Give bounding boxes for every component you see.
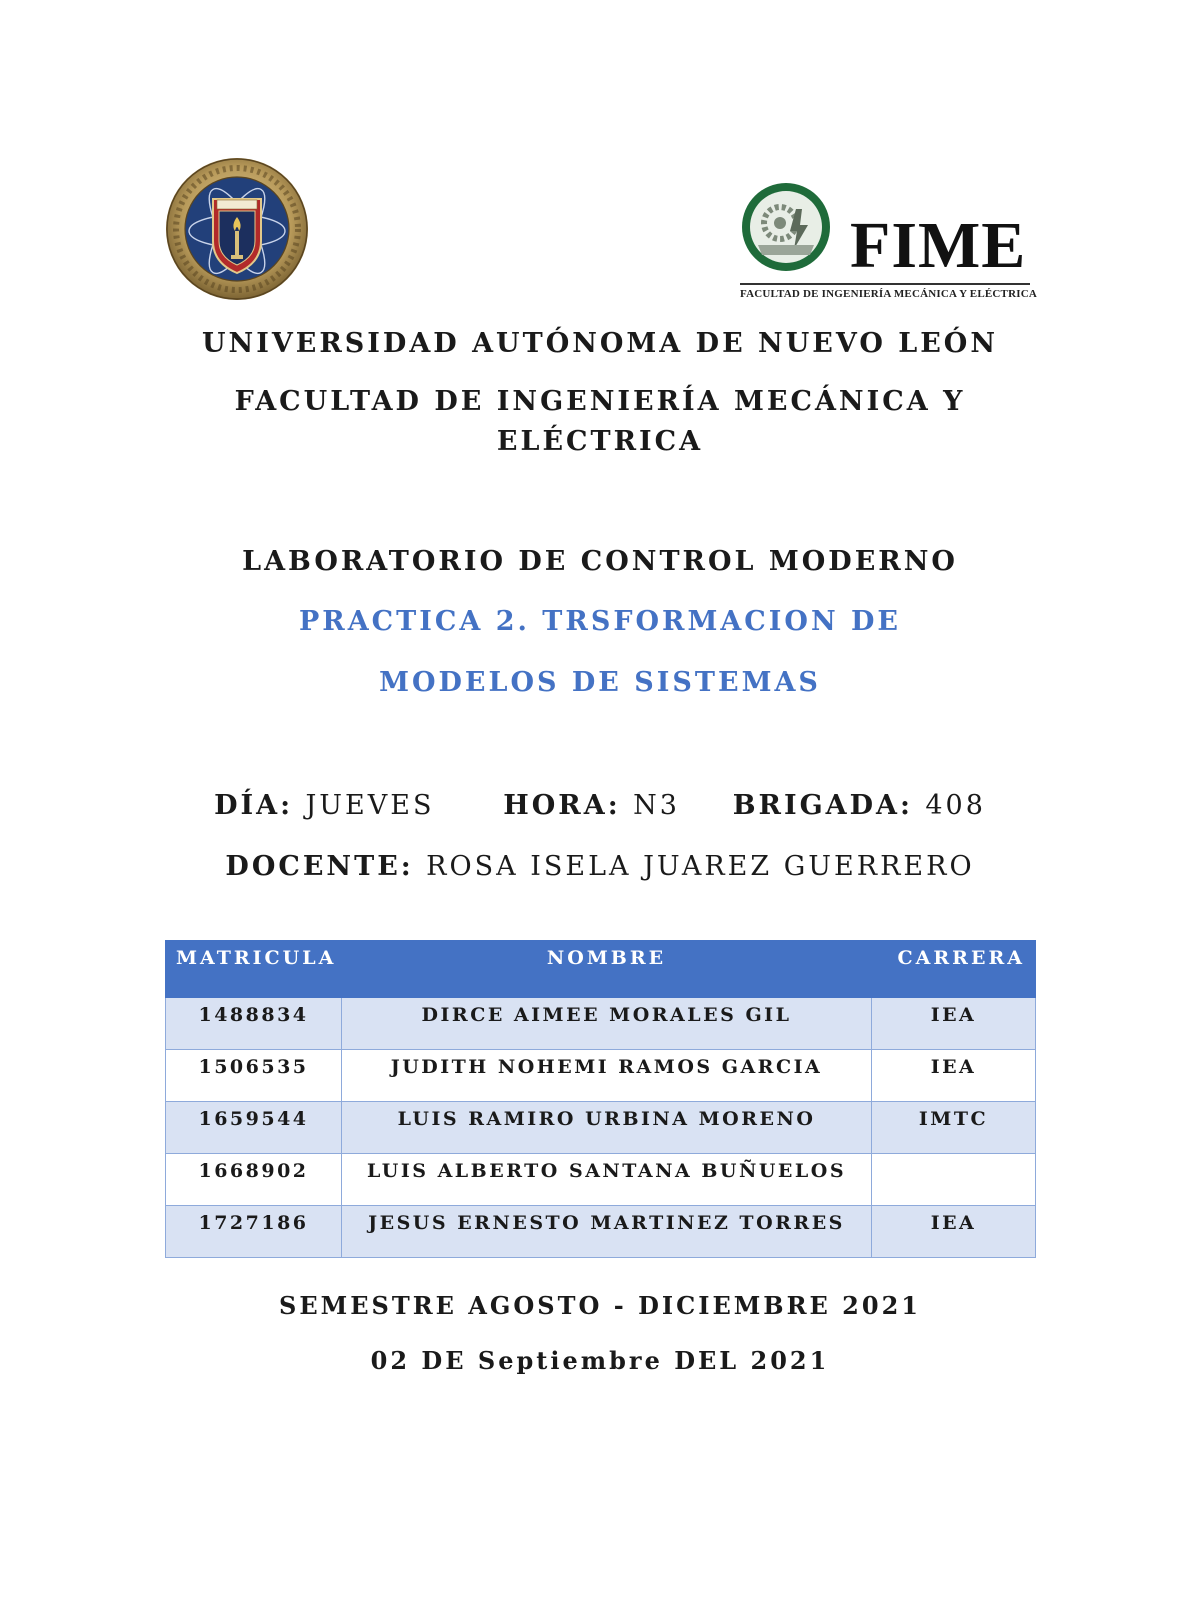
table-row bbox=[166, 998, 1036, 1050]
cell-carrera: IMTC bbox=[872, 1102, 1036, 1154]
cell-nombre: JESUS ERNESTO MARTINEZ TORRES bbox=[342, 1206, 872, 1258]
schedule-info bbox=[0, 792, 1200, 819]
cell-carrera: IEA bbox=[872, 1050, 1036, 1102]
cell-nombre: LUIS ALBERTO SANTANA BUÑUELOS bbox=[342, 1154, 872, 1206]
fime-logo bbox=[740, 175, 1040, 310]
teacher-label: DOCENTE: bbox=[225, 851, 414, 882]
cell-matricula: 1506535 bbox=[166, 1050, 342, 1102]
brigade-value: 408 bbox=[925, 790, 986, 821]
cell-carrera bbox=[872, 1154, 1036, 1206]
table-row bbox=[166, 1206, 1036, 1258]
table-row bbox=[166, 1154, 1036, 1206]
faculty-title-line1: FACULTAD DE INGENIERÍA MECÁNICA Y bbox=[234, 386, 966, 417]
table-row bbox=[166, 1102, 1036, 1154]
brigade-label: BRIGADA: bbox=[732, 790, 913, 821]
fime-logo-subtitle: FACULTAD DE INGENIERÍA MECÁNICA Y ELÉCTRICA bbox=[740, 288, 1037, 300]
day-label: DÍA: bbox=[214, 790, 294, 821]
cell-matricula: 1659544 bbox=[166, 1102, 342, 1154]
cell-nombre: JUDITH NOHEMI RAMOS GARCIA bbox=[342, 1050, 872, 1102]
cell-nombre: LUIS RAMIRO URBINA MORENO bbox=[342, 1102, 872, 1154]
day-value: JUEVES bbox=[305, 790, 435, 821]
cell-matricula: 1668902 bbox=[166, 1154, 342, 1206]
semester-text: SEMESTRE AGOSTO - DICIEMBRE 2021 bbox=[279, 1291, 921, 1320]
header-nombre: NOMBRE bbox=[342, 941, 872, 998]
fime-logo-word: FIME bbox=[850, 209, 1027, 282]
fime-gear-emblem-icon bbox=[740, 179, 836, 279]
practice-title-line1: PRACTICA 2. TRSFORMACION DE bbox=[298, 606, 902, 637]
header-carrera: CARRERA bbox=[872, 941, 1036, 998]
cell-matricula: 1727186 bbox=[166, 1206, 342, 1258]
students-table bbox=[165, 940, 1036, 1258]
practice-title-line2: MODELOS DE SISTEMAS bbox=[379, 667, 821, 698]
lab-title: LABORATORIO DE CONTROL MODERNO bbox=[242, 546, 958, 577]
table-header-row bbox=[166, 941, 1036, 998]
cell-carrera: IEA bbox=[872, 1206, 1036, 1258]
table-row bbox=[166, 1050, 1036, 1102]
faculty-title-line2: ELÉCTRICA bbox=[496, 426, 704, 457]
hour-value: N3 bbox=[633, 790, 680, 821]
teacher-info bbox=[0, 853, 1200, 880]
date-text: 02 DE Septiembre DEL 2021 bbox=[370, 1346, 830, 1375]
cell-carrera: IEA bbox=[872, 998, 1036, 1050]
teacher-value: ROSA ISELA JUAREZ GUERRERO bbox=[426, 851, 975, 882]
hour-label: HORA: bbox=[503, 790, 621, 821]
cell-nombre: DIRCE AIMEE MORALES GIL bbox=[342, 998, 872, 1050]
uanl-seal-logo bbox=[165, 157, 310, 302]
university-title: UNIVERSIDAD AUTÓNOMA DE NUEVO LEÓN bbox=[201, 328, 999, 359]
cell-matricula: 1488834 bbox=[166, 998, 342, 1050]
header-matricula: MATRICULA bbox=[166, 941, 342, 998]
fime-logo-divider bbox=[740, 283, 1030, 285]
